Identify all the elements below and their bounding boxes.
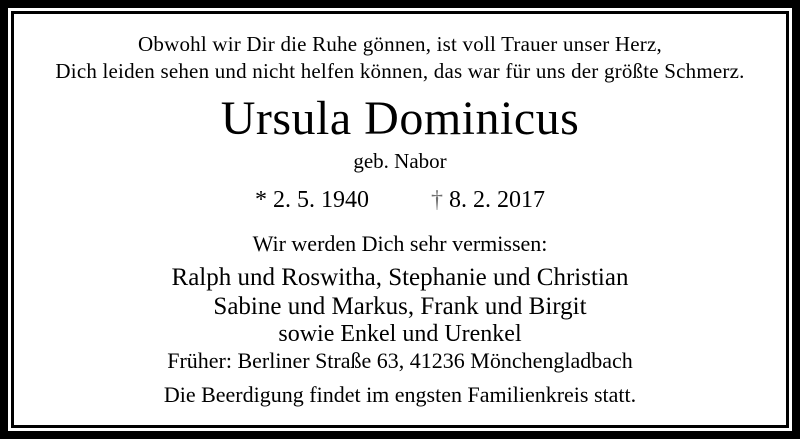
mourners-line-2: Sabine und Markus, Frank und Birgit: [213, 293, 587, 320]
death-date: [431, 187, 545, 213]
death-cross-icon: †: [431, 187, 443, 213]
mourners-line-1: Ralph und Roswitha, Stephanie und Christian: [171, 264, 629, 291]
birth-star-icon: *: [255, 187, 267, 213]
funeral-note: Die Beerdigung findet im engsten Familienkreis statt.: [163, 382, 637, 407]
deceased-name: Ursula Dominicus: [220, 92, 580, 145]
birth-date: [255, 187, 369, 213]
inner-frame: [11, 11, 789, 428]
epigraph: [14, 31, 786, 85]
birth-date-value: 2. 5. 1940: [273, 187, 369, 213]
epigraph-line-1: Obwohl wir Dir die Ruhe gönnen, ist voll Trauer unser Herz,: [138, 32, 662, 56]
maiden-name: geb. Nabor: [353, 149, 447, 173]
mourners-list: [14, 263, 786, 348]
mourners-line-3: sowie Enkel und Urenkel: [278, 321, 522, 347]
death-date-value: 8. 2. 2017: [449, 187, 545, 213]
life-dates: [14, 187, 786, 213]
farewell-line: Wir werden Dich sehr vermissen:: [252, 231, 548, 256]
former-address: Früher: Berliner Straße 63, 41236 Mönchengladbach: [167, 348, 633, 373]
epigraph-line-2: Dich leiden sehen und nicht helfen können, das war für uns der größte Schmerz.: [55, 59, 745, 83]
